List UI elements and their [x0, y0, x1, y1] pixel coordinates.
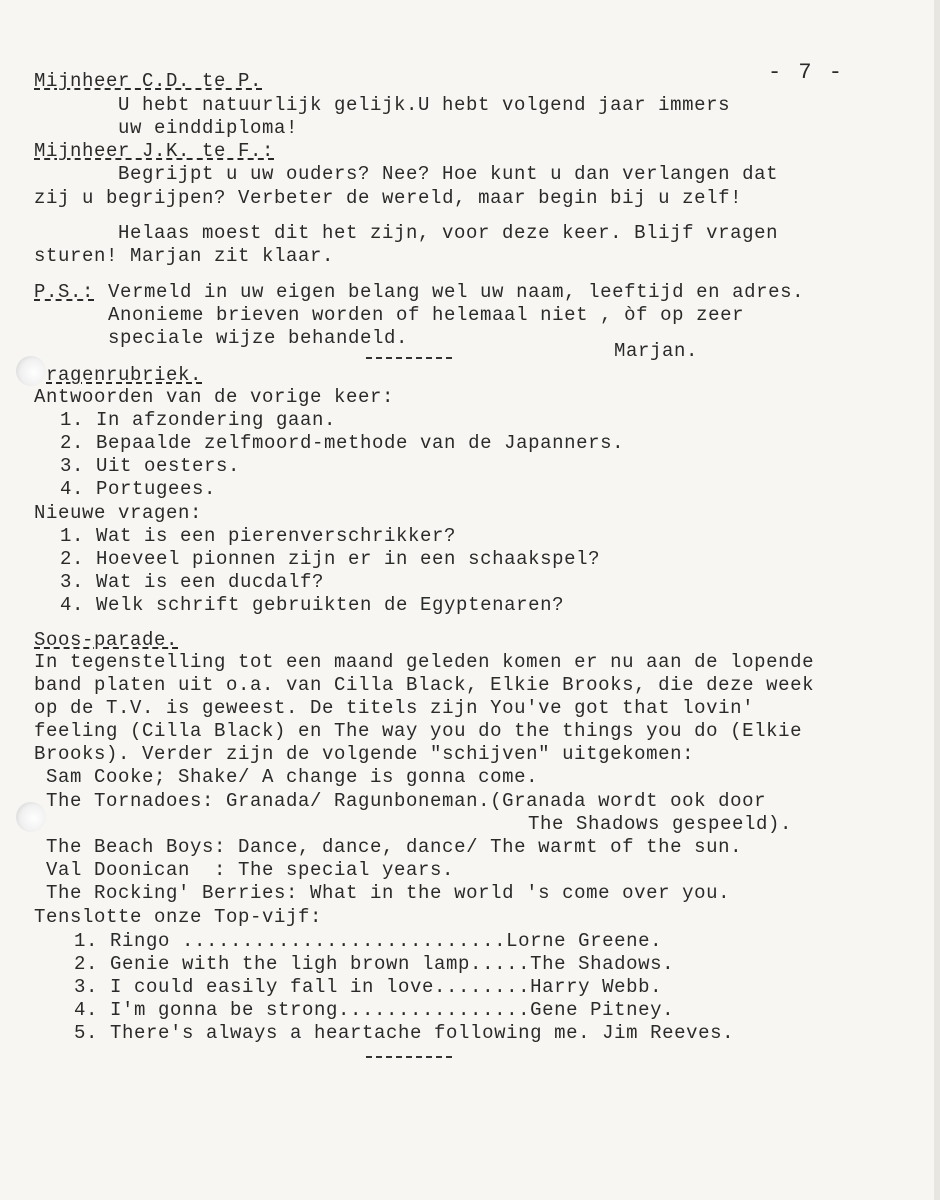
page-edge	[934, 0, 940, 1200]
ps-text: speciale wijze behandeld.	[108, 327, 409, 349]
closing-text: Helaas moest dit het zijn, voor deze keer. Blijf vragen	[118, 222, 779, 244]
list-item: 4. Welk schrift gebruikten de Egyptenaren?	[60, 594, 565, 616]
letter-text: Begrijpt u uw ouders? Nee? Hoe kunt u dan verlangen dat	[118, 163, 779, 185]
top-five-item: 2. Genie with the ligh brown lamp.....The Shadows.	[74, 953, 675, 975]
letter-text: uw einddiploma!	[118, 117, 299, 139]
letter-text: U hebt natuurlijk gelijk.U hebt volgend jaar immers	[118, 94, 731, 116]
release-item: Val Doonican : The special years.	[46, 859, 455, 881]
list-item: 3. Wat is een ducdalf?	[60, 571, 325, 593]
section-heading-quiz: ragenrubriek.	[46, 364, 203, 386]
letter-text: zij u begrijpen? Verbeter de wereld, maar begin bij u zelf!	[34, 187, 743, 209]
paragraph-line: op de T.V. is geweest. De titels zijn You've got that lovin'	[34, 697, 755, 719]
paragraph-line: feeling (Cilla Black) en The way you do the things you do (Elkie	[34, 720, 803, 742]
list-item: 2. Hoeveel pionnen zijn er in een schaakspel?	[60, 548, 601, 570]
ps-label: P.S.:	[34, 281, 95, 303]
release-item: The Rocking' Berries: What in the world 's come over you.	[46, 882, 731, 904]
release-item: The Tornadoes: Granada/ Ragunboneman.(Granada wordt ook door	[46, 790, 767, 812]
top-five-label: Tenslotte onze Top-vijf:	[34, 906, 323, 928]
punch-hole-bottom	[16, 802, 46, 832]
ps-text: Anonieme brieven worden of helemaal niet , òf op zeer	[108, 304, 745, 326]
closing-text: sturen! Marjan zit klaar.	[34, 245, 335, 267]
top-five-item: 1. Ringo ...........................Lorne Greene.	[74, 930, 663, 952]
release-item: The Beach Boys: Dance, dance, dance/ The warmt of the sun.	[46, 836, 743, 858]
ps-text: Vermeld in uw eigen belang wel uw naam, leeftijd en adres.	[108, 281, 805, 303]
list-item: 4. Portugees.	[60, 478, 217, 500]
answers-label: Antwoorden van de vorige keer:	[34, 386, 395, 408]
paragraph-line: band platen uit o.a. van Cilla Black, Elkie Brooks, die deze week	[34, 674, 815, 696]
top-five-item: 5. There's always a heartache following me. Jim Reeves.	[74, 1022, 735, 1044]
release-item: The Shadows gespeeld).	[528, 813, 793, 835]
page-number: - 7 -	[768, 60, 845, 85]
list-item: 2. Bepaalde zelfmoord-methode van de Japanners.	[60, 432, 625, 454]
list-item: 3. Uit oesters.	[60, 455, 241, 477]
signature: Marjan.	[614, 340, 699, 362]
paragraph-line: In tegenstelling tot een maand geleden komen er nu aan de lopende	[34, 651, 815, 673]
release-item: Sam Cooke; Shake/ A change is gonna come.	[46, 766, 539, 788]
paragraph-line: Brooks). Verder zijn de volgende "schijven" uitgekomen:	[34, 743, 695, 765]
top-five-item: 3. I could easily fall in love........Harry Webb.	[74, 976, 663, 998]
letter-heading-jk: Mijnheer J.K. te F.:	[34, 140, 275, 162]
section-heading-parade: Soos-parade.	[34, 629, 179, 651]
new-questions-label: Nieuwe vragen:	[34, 502, 203, 524]
list-item: 1. In afzondering gaan.	[60, 409, 337, 431]
top-five-item: 4. I'm gonna be strong................Gene Pitney.	[74, 999, 675, 1021]
separator	[366, 357, 452, 359]
letter-heading-cd: Mijnheer C.D. te P.	[34, 70, 263, 92]
separator	[366, 1056, 452, 1058]
punch-hole-top	[16, 356, 46, 386]
list-item: 1. Wat is een pierenverschrikker?	[60, 525, 457, 547]
